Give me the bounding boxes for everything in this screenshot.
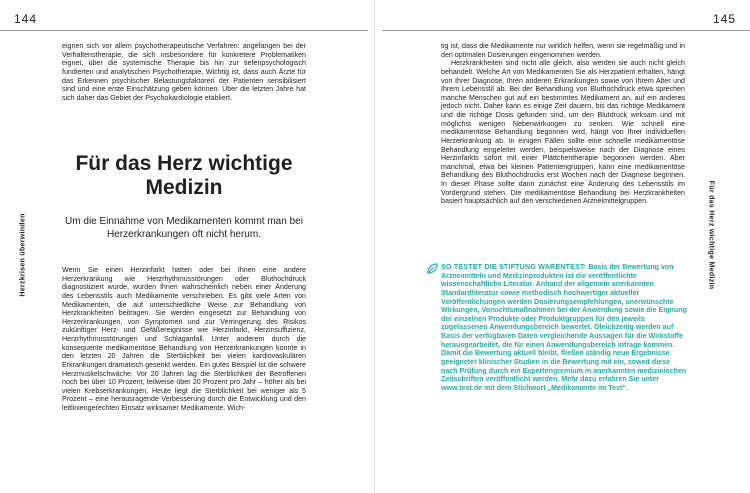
section-heading: Für das Herz wichtige Medizin — [75, 152, 293, 199]
body-paragraph: eignen sich vor allem psychotherapeutische Verfahren: angefangen bei der Verhaltenstherapie, die sich insbesondere für konkretere Problematiken eignet, über die systemische Therapie bis hin zur tiefenpsychologisch fundierten und analytischen Psychotherapie. Wichtig ist, dass auch Ärzte für das Erkennen psychischer Belastungsfaktoren der Patienten sensibilisiert sind und eine erste Einschätzung geben können. Über die letzten Jahre hat sich daher das Gebiet der Psychokardiologie etabliert. — [62, 42, 306, 102]
page-number-left: 144 — [14, 12, 38, 26]
body-paragraph: Wenn Sie einen Herzinfarkt hatten oder bei Ihnen eine andere Herzerkrankung wie Herzrhythmusstörungen oder Bluthochdruck diagnostiziert wurde, wurden Ihnen wahrscheinlich neben einer Änderung des Lebensstils auch Medikamente verschrieben. Es gibt viele Arten von Medikamenten, die auf unterschiedliche Weise zur Behandlung von Herzkrankheiten beitragen. Sie werden eingesetzt zur Behandlung von Herzerkrankungen, von Symptomen und zur Verringerung des Risikos zukünftiger Herz- und Gefäßereignisse wie Herzinfarkt, Herzinsuffizienz, Herzrhythmusstörungen und Schlaganfall. Unter anderem durch die konsequente medikamentöse Behandlung von Herzerkrankungen konnte in den letzten 20 Jahren die Sterblichkeit bei vielen kardiovaskulären Erkrankungen dramatisch gesenkt werden. Ein gutes Beispiel ist die schwere Herzmuskelschwäche. Vor 20 Jahren lag die Sterblichkeit der Betroffenen noch bei über 10 Prozent, teilweise über 20 Prozent pro Jahr – höher als bei vielen Krebserkrankungen. Heute liegt die Sterblichkeit bei weniger als 5 Prozent – eine herausragende Verbesserung durch die Entwicklung und den leitliniengerechten Einsatz wirksamer Medikamente. Wich- — [62, 266, 306, 412]
leaf-pointer-icon — [426, 263, 438, 275]
warentest-note — [441, 263, 687, 392]
book-gutter — [374, 0, 375, 493]
note-heading: SO TESTET DIE STIFTUNG WARENTEST: — [441, 263, 587, 271]
body-paragraph: Herzkrankheiten sind nicht alle gleich, also werden sie auch nicht gleich behandelt. Welche Art von Medikamenten Sie als Herzpatient erhalten, hängt von Ihrer Diagnose, Ihren anderen Erkrankungen sowie von Ihrem Alter und Ihrem Lebensstil ab. Bei der Behandlung von Bluthochdruck etwa sprechen manche Menschen gut auf ein bestimmtes Medikament an, auf ein anderes jedoch nicht. Daher kann es einige Zeit dauern, bis das richtige Medikament und die richtige Dosis gefunden sind, um den Blutdruck wirksam und mit möglichst wenigen Nebenwirkungen zu senken. Wie schnell eine medikamentöse Behandlung begonnen wird, hängt von Ihrer individuellen Herzerkrankung ab. In einigen Fällen sollte eine schnelle medikamentöse Behandlung eingeleitet werden, beispielsweise nach der Diagnose eines Herzinfarkts sofort mit einer Plättchentherapie begonnen werden. Aber manchmal, etwa bei kleinen Patientengruppen, kann eine medikamentöse Behandlung des Bluthochdrucks erst Wochen nach der Diagnose beginnen. In dieser Phase sollte dann zunächst eine Änderung des Lebensstils im Vordergrund stehen. Die medikamentöse Behandlung bei Herzkrankheiten basiert hauptsächlich auf den verschiedenen Arzneimittelgruppen. — [441, 59, 685, 206]
section-subheading: Um die Einnahme von Medikamenten kommt man bei Herzerkrankungen oft nicht herum. — [65, 216, 303, 240]
left-top-column — [62, 42, 306, 102]
left-bottom-column — [62, 266, 306, 413]
note-text: Basis der Bewertung von Arzneimitteln und Medizinprodukten ist die veröffentlichte wissenschaftliche Literatur. Anhand der allgemein anerkannten Standardliteratur sowie methodisch hochwertiger aktueller Veröffentlichungen werden Dosierungsempfehlungen, unerwünschte Wirkungen, Vorsichtsmaßnahmen bei der Anwendung sowie die Eignung der einzelnen Produkte oder Produktgruppen für den jeweils zugelassenen Anwendungsbereich bewertet. Gleichzeitig werden auf Basis der verfügbaren Daten vergleichende Aussagen für die Wirkstoffe herausgearbeitet, die für einen Anwendungsbereich infrage kommen. Damit die Bewertung aktuell bleibt, fließen ständig neue Ergebnisse geeigneter klinischer Studien in die Bewertung mit ein, soweit diese nach Prüfung durch ein Expertengremium in anerkannten medizinischen Zeitschriften veröffentlicht werden. Mehr dazu erfahren Sie unter www.test.de mit dem Stichwort „Medikamente im Test“. — [441, 263, 687, 392]
page-number-right: 145 — [712, 12, 736, 26]
right-column — [441, 42, 685, 206]
header-rule-right — [382, 30, 750, 31]
header-rule-left — [0, 30, 368, 31]
body-paragraph: tig ist, dass die Medikamente nur wirklich helfen, wenn sie regelmäßig und in den optimalen Dosierungen eingenommen werden. — [441, 42, 685, 59]
running-head-right: Für das Herz wichtige Medizin — [707, 180, 715, 290]
running-head-left: Herzkrisen überwinden — [19, 213, 27, 297]
